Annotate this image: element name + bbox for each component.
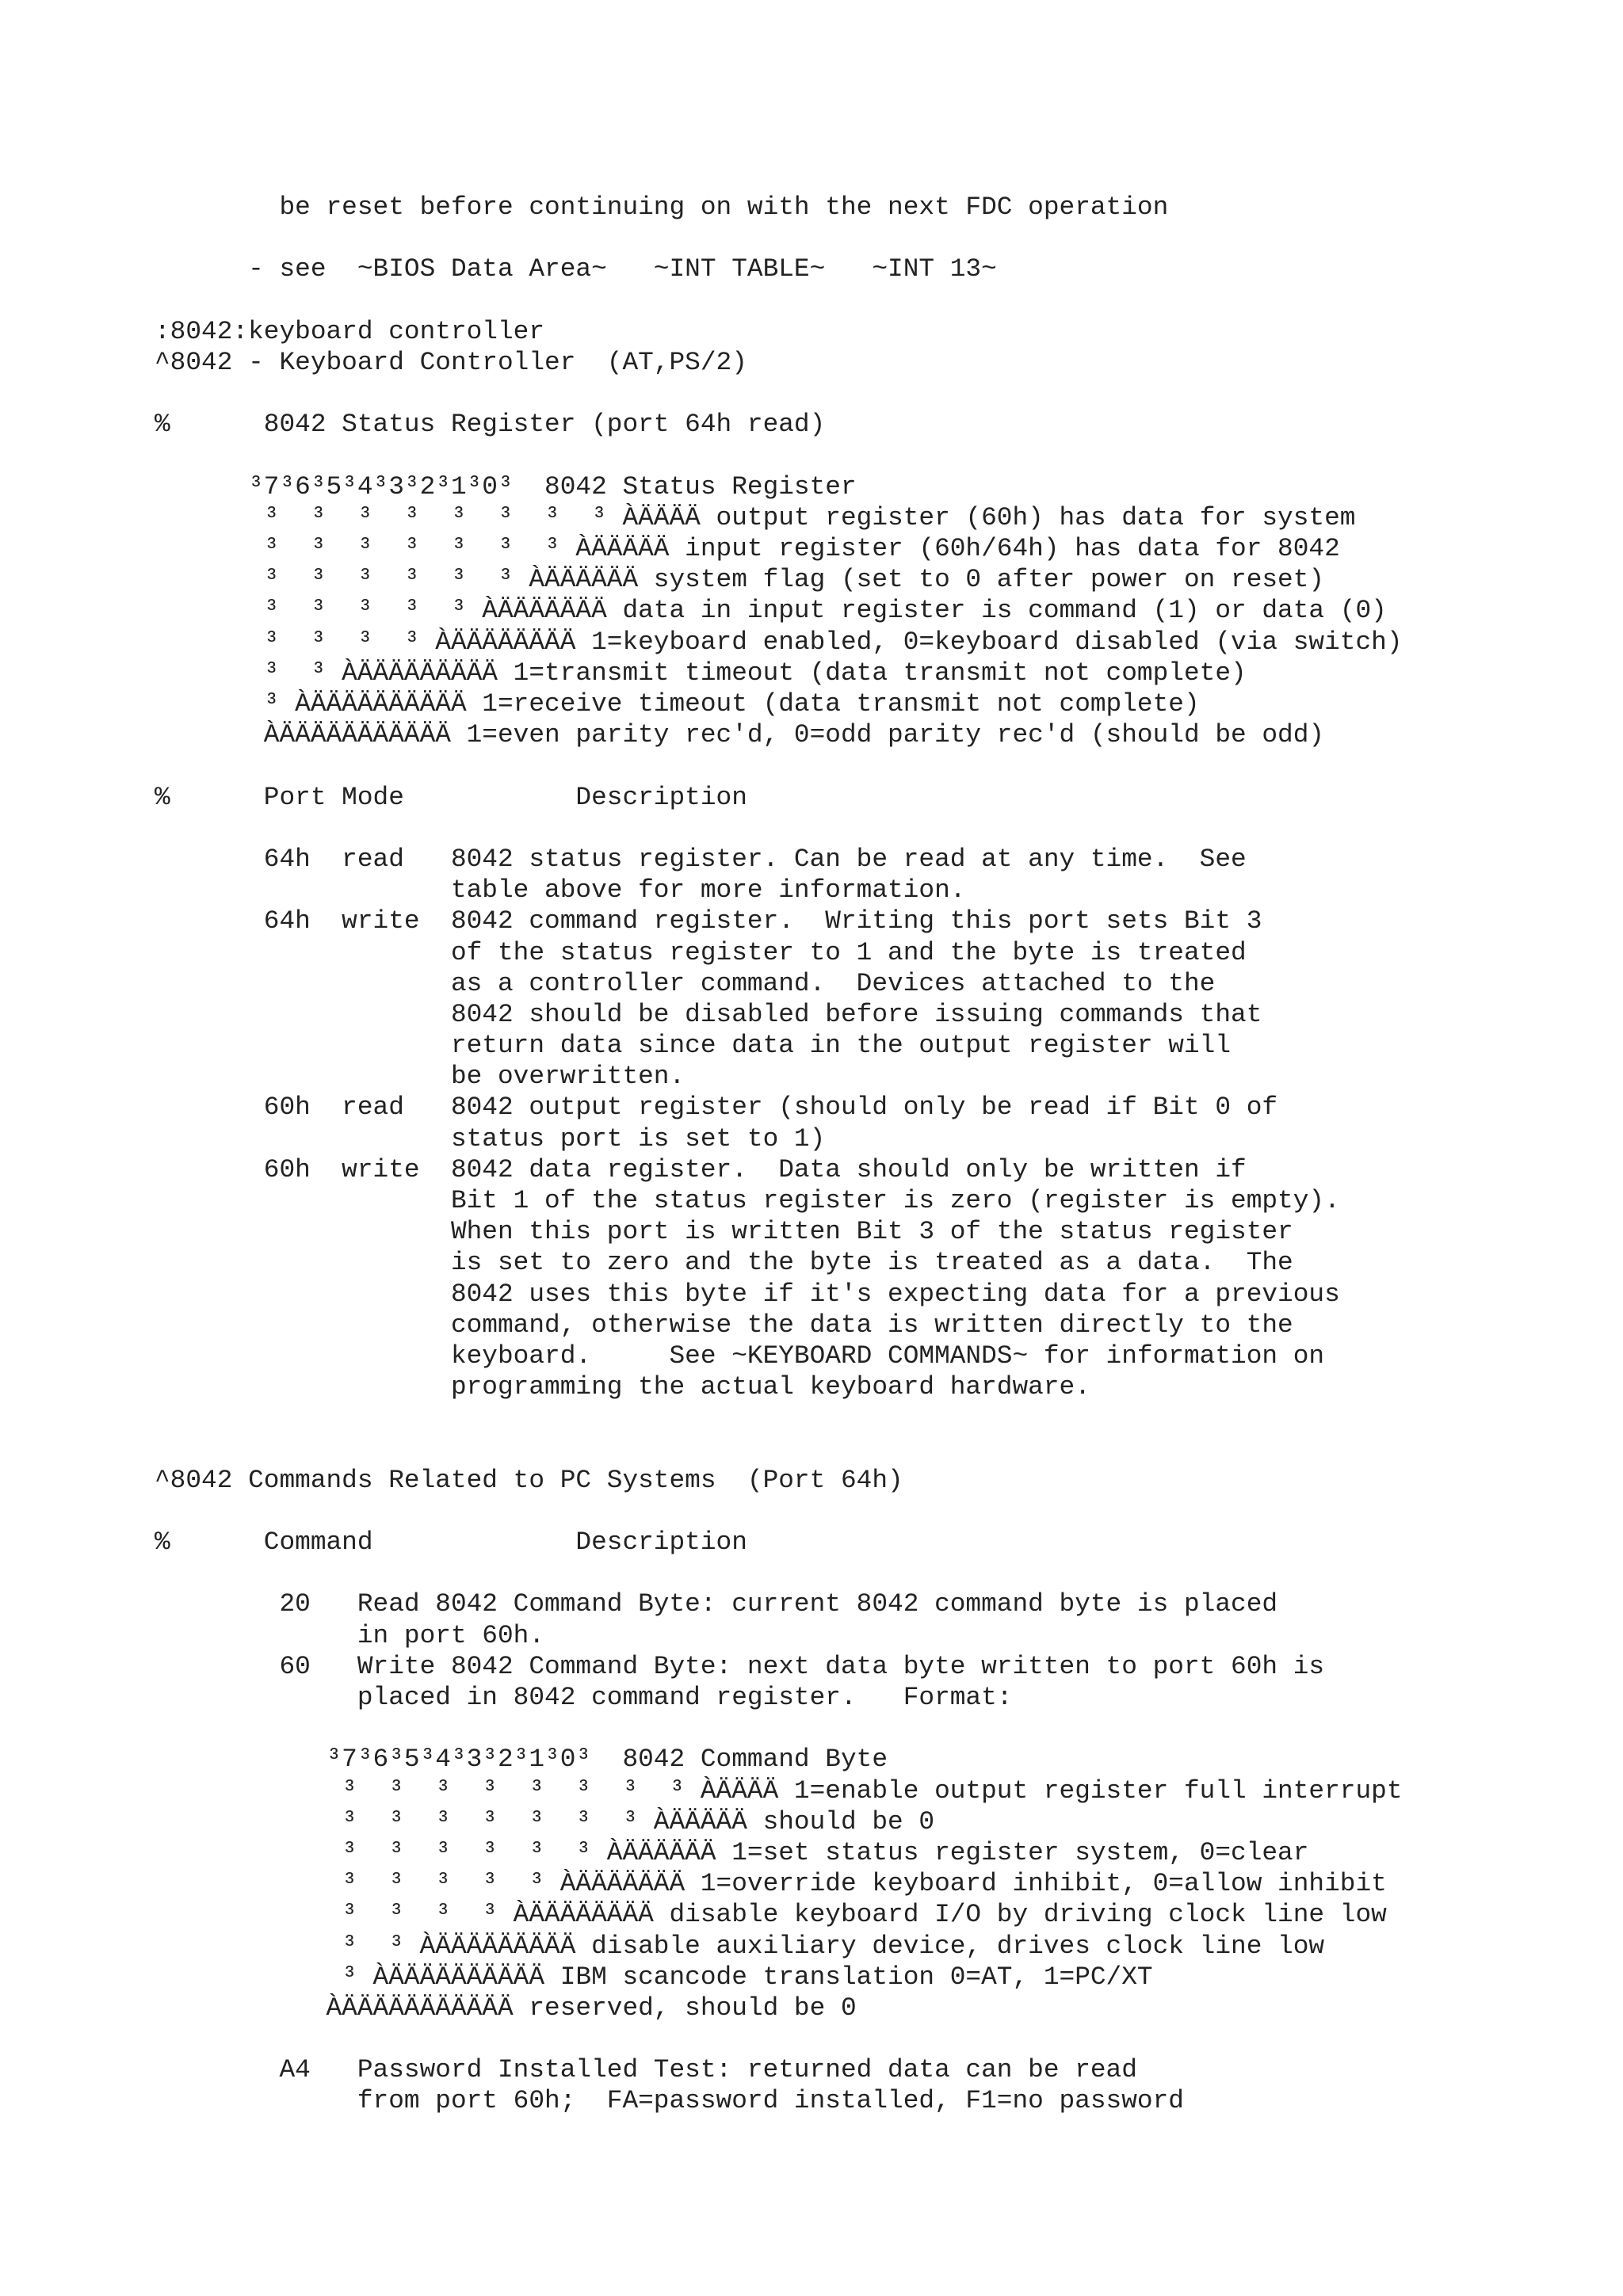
text-line: 60h read 8042 output register (should only be read if Bit 0 of [155, 1093, 1278, 1123]
text-line: ³7³6³5³4³3³2³1³0³ 8042 Command Byte [155, 1745, 888, 1775]
text-line: be overwritten. [155, 1062, 685, 1092]
text-line: ³ ³ ³ ³ ³ ³ ³ ³ ÀÄÄÄÄ output register (60h) has data for system [155, 502, 1356, 532]
text-line: ÀÄÄÄÄÄÄÄÄÄÄÄ 1=even parity rec'd, 0=odd parity rec'd (should be odd) [155, 720, 1325, 750]
text-line: ³ ÀÄÄÄÄÄÄÄÄÄÄ IBM scancode translation 0=AT, 1=PC/XT [155, 1962, 1153, 1992]
text-line: ^8042 Commands Related to PC Systems (Port 64h) [155, 1465, 903, 1495]
text-line: of the status register to 1 and the byte is treated [155, 937, 1247, 967]
text-line: ³ ÀÄÄÄÄÄÄÄÄÄÄ 1=receive timeout (data transmit not complete) [155, 689, 1200, 719]
text-line [155, 813, 1597, 844]
text-line: keyboard. See ~KEYBOARD COMMANDS~ for information on [155, 1341, 1325, 1371]
text-line: % Port Mode Description [155, 782, 747, 812]
text-line: ÀÄÄÄÄÄÄÄÄÄÄÄ reserved, should be 0 [155, 1993, 857, 2023]
text-line: % 8042 Status Register (port 64h read) [155, 410, 826, 440]
text-line: be reset before continuing on with the next FDC operation [155, 193, 1169, 222]
text-line: ³ ³ ³ ³ ³ ÀÄÄÄÄÄÄÄ data in input register is command (1) or data (0) [155, 596, 1387, 626]
text-line: table above for more information. [155, 875, 966, 906]
text-line: status port is set to 1) [155, 1123, 826, 1154]
text-line: from port 60h; FA=password installed, F1=no password [155, 2086, 1184, 2116]
text-line: ^8042 - Keyboard Controller (AT,PS/2) [155, 347, 747, 377]
text-line [155, 223, 1597, 254]
text-line: return data since data in the output register will [155, 1031, 1232, 1061]
text-line: in port 60h. [155, 1620, 545, 1650]
text-line [155, 285, 1597, 316]
text-line: :8042:keyboard controller [155, 316, 545, 346]
text-line: is set to zero and the byte is treated as a data. The [155, 1248, 1293, 1278]
text-line: ³ ³ ³ ³ ÀÄÄÄÄÄÄÄÄ disable keyboard I/O by driving clock line low [155, 1900, 1387, 1930]
text-line: 64h write 8042 command register. Writing this port sets Bit 3 [155, 906, 1262, 936]
text-line: as a controller command. Devices attached to the [155, 968, 1216, 998]
text-line [155, 378, 1597, 409]
text-line: 8042 should be disabled before issuing commands that [155, 999, 1262, 1029]
text-line: ³ ³ ³ ³ ³ ³ ³ ³ ÀÄÄÄÄ 1=enable output register full interrupt [155, 1775, 1403, 1806]
text-line: Bit 1 of the status register is zero (register is empty). [155, 1186, 1340, 1215]
text-line [155, 1496, 1597, 1527]
text-line [155, 1402, 1597, 1433]
text-line: programming the actual keyboard hardware. [155, 1372, 1090, 1402]
text-line [155, 1713, 1597, 1744]
text-line: A4 Password Installed Test: returned data can be read [155, 2055, 1137, 2085]
text-line [155, 1558, 1597, 1589]
text-line: placed in 8042 command register. Format: [155, 1683, 1013, 1712]
text-line: ³ ³ ³ ³ ³ ³ ³ ÀÄÄÄÄÄ should be 0 [155, 1806, 935, 1836]
text-line [155, 2023, 1597, 2054]
text-line: ³ ³ ÀÄÄÄÄÄÄÄÄÄ disable auxiliary device, drives clock line low [155, 1931, 1325, 1961]
text-line: 60h write 8042 data register. Data should only be written if [155, 1154, 1247, 1184]
text-line: When this port is written Bit 3 of the status register [155, 1217, 1293, 1247]
text-line: ³ ³ ³ ³ ³ ÀÄÄÄÄÄÄÄ 1=override keyboard inhibit, 0=allow inhibit [155, 1869, 1387, 1899]
text-line [155, 1434, 1597, 1465]
document-text [155, 192, 1597, 2117]
text-line: ³ ³ ³ ³ ³ ³ ÀÄÄÄÄÄÄ 1=set status register system, 0=clear [155, 1837, 1309, 1867]
text-line: ³ ³ ³ ³ ³ ³ ³ ÀÄÄÄÄÄ input register (60h/64h) has data for 8042 [155, 534, 1340, 564]
text-line [155, 441, 1597, 471]
text-line: 8042 uses this byte if it's expecting data for a previous [155, 1279, 1340, 1309]
text-line: 60 Write 8042 Command Byte: next data byte written to port 60h is [155, 1651, 1325, 1681]
text-line: command, otherwise the data is written directly to the [155, 1310, 1293, 1340]
text-line: 20 Read 8042 Command Byte: current 8042 command byte is placed [155, 1589, 1278, 1619]
text-line: - see ~BIOS Data Area~ ~INT TABLE~ ~INT 13~ [155, 254, 997, 284]
text-line: % Command Description [155, 1527, 747, 1558]
text-line: 64h read 8042 status register. Can be read at any time. See [155, 844, 1247, 874]
text-line: ³ ³ ÀÄÄÄÄÄÄÄÄÄ 1=transmit timeout (data transmit not complete) [155, 658, 1247, 688]
text-line: ³ ³ ³ ³ ÀÄÄÄÄÄÄÄÄ 1=keyboard enabled, 0=keyboard disabled (via switch) [155, 627, 1403, 657]
text-line: ³7³6³5³4³3³2³1³0³ 8042 Status Register [155, 471, 857, 502]
text-line [155, 750, 1597, 781]
text-line: ³ ³ ³ ³ ³ ³ ÀÄÄÄÄÄÄ system flag (set to 0 after power on reset) [155, 565, 1325, 595]
